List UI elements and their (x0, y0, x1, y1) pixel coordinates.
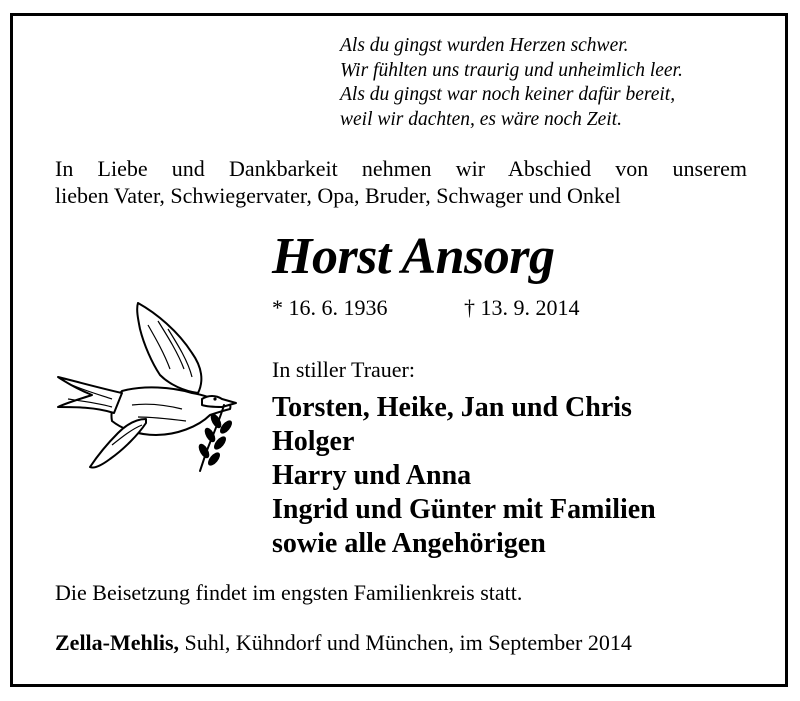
poem-line: weil wir dachten, es wäre noch Zeit. (340, 108, 622, 130)
place-rest: Suhl, Kühndorf und München, im September 2014 (179, 630, 632, 655)
mourning-label: In stiller Trauer: (272, 357, 415, 382)
poem-line: Als du gingst war noch keiner dafür bereit, (340, 84, 676, 105)
place-and-date (55, 630, 632, 656)
life-dates (272, 295, 580, 321)
birth-date: * 16. 6. 1936 (272, 295, 388, 320)
mourner-line: Torsten, Heike, Jan und Chris (272, 392, 632, 423)
dove-with-olive-branch-icon (52, 295, 247, 475)
intro-line: lieben Vater, Schwiegervater, Opa, Bruder, Schwager und Onkel (55, 183, 621, 208)
intro-line: In Liebe und Dankbarkeit nehmen wir Abschied von unserem (55, 156, 747, 181)
mourners-list (272, 391, 656, 561)
mourner-line: Harry und Anna (272, 460, 472, 491)
funeral-note: Die Beisetzung findet im engsten Familienkreis statt. (55, 580, 523, 605)
deceased-name: Horst Ansorg (272, 228, 555, 285)
mourner-line: sowie alle Angehörigen (272, 528, 546, 559)
poem (340, 34, 683, 132)
town-name: Zella-Mehlis, (55, 630, 180, 655)
mourner-line: Holger (272, 426, 355, 457)
death-date: † 13. 9. 2014 (464, 295, 580, 320)
mourner-line: Ingrid und Günter mit Familien (272, 494, 656, 525)
poem-line: Als du gingst wurden Herzen schwer. (340, 35, 629, 56)
poem-line: Wir fühlten uns traurig und unheimlich leer. (340, 59, 683, 81)
intro-text (55, 155, 747, 209)
